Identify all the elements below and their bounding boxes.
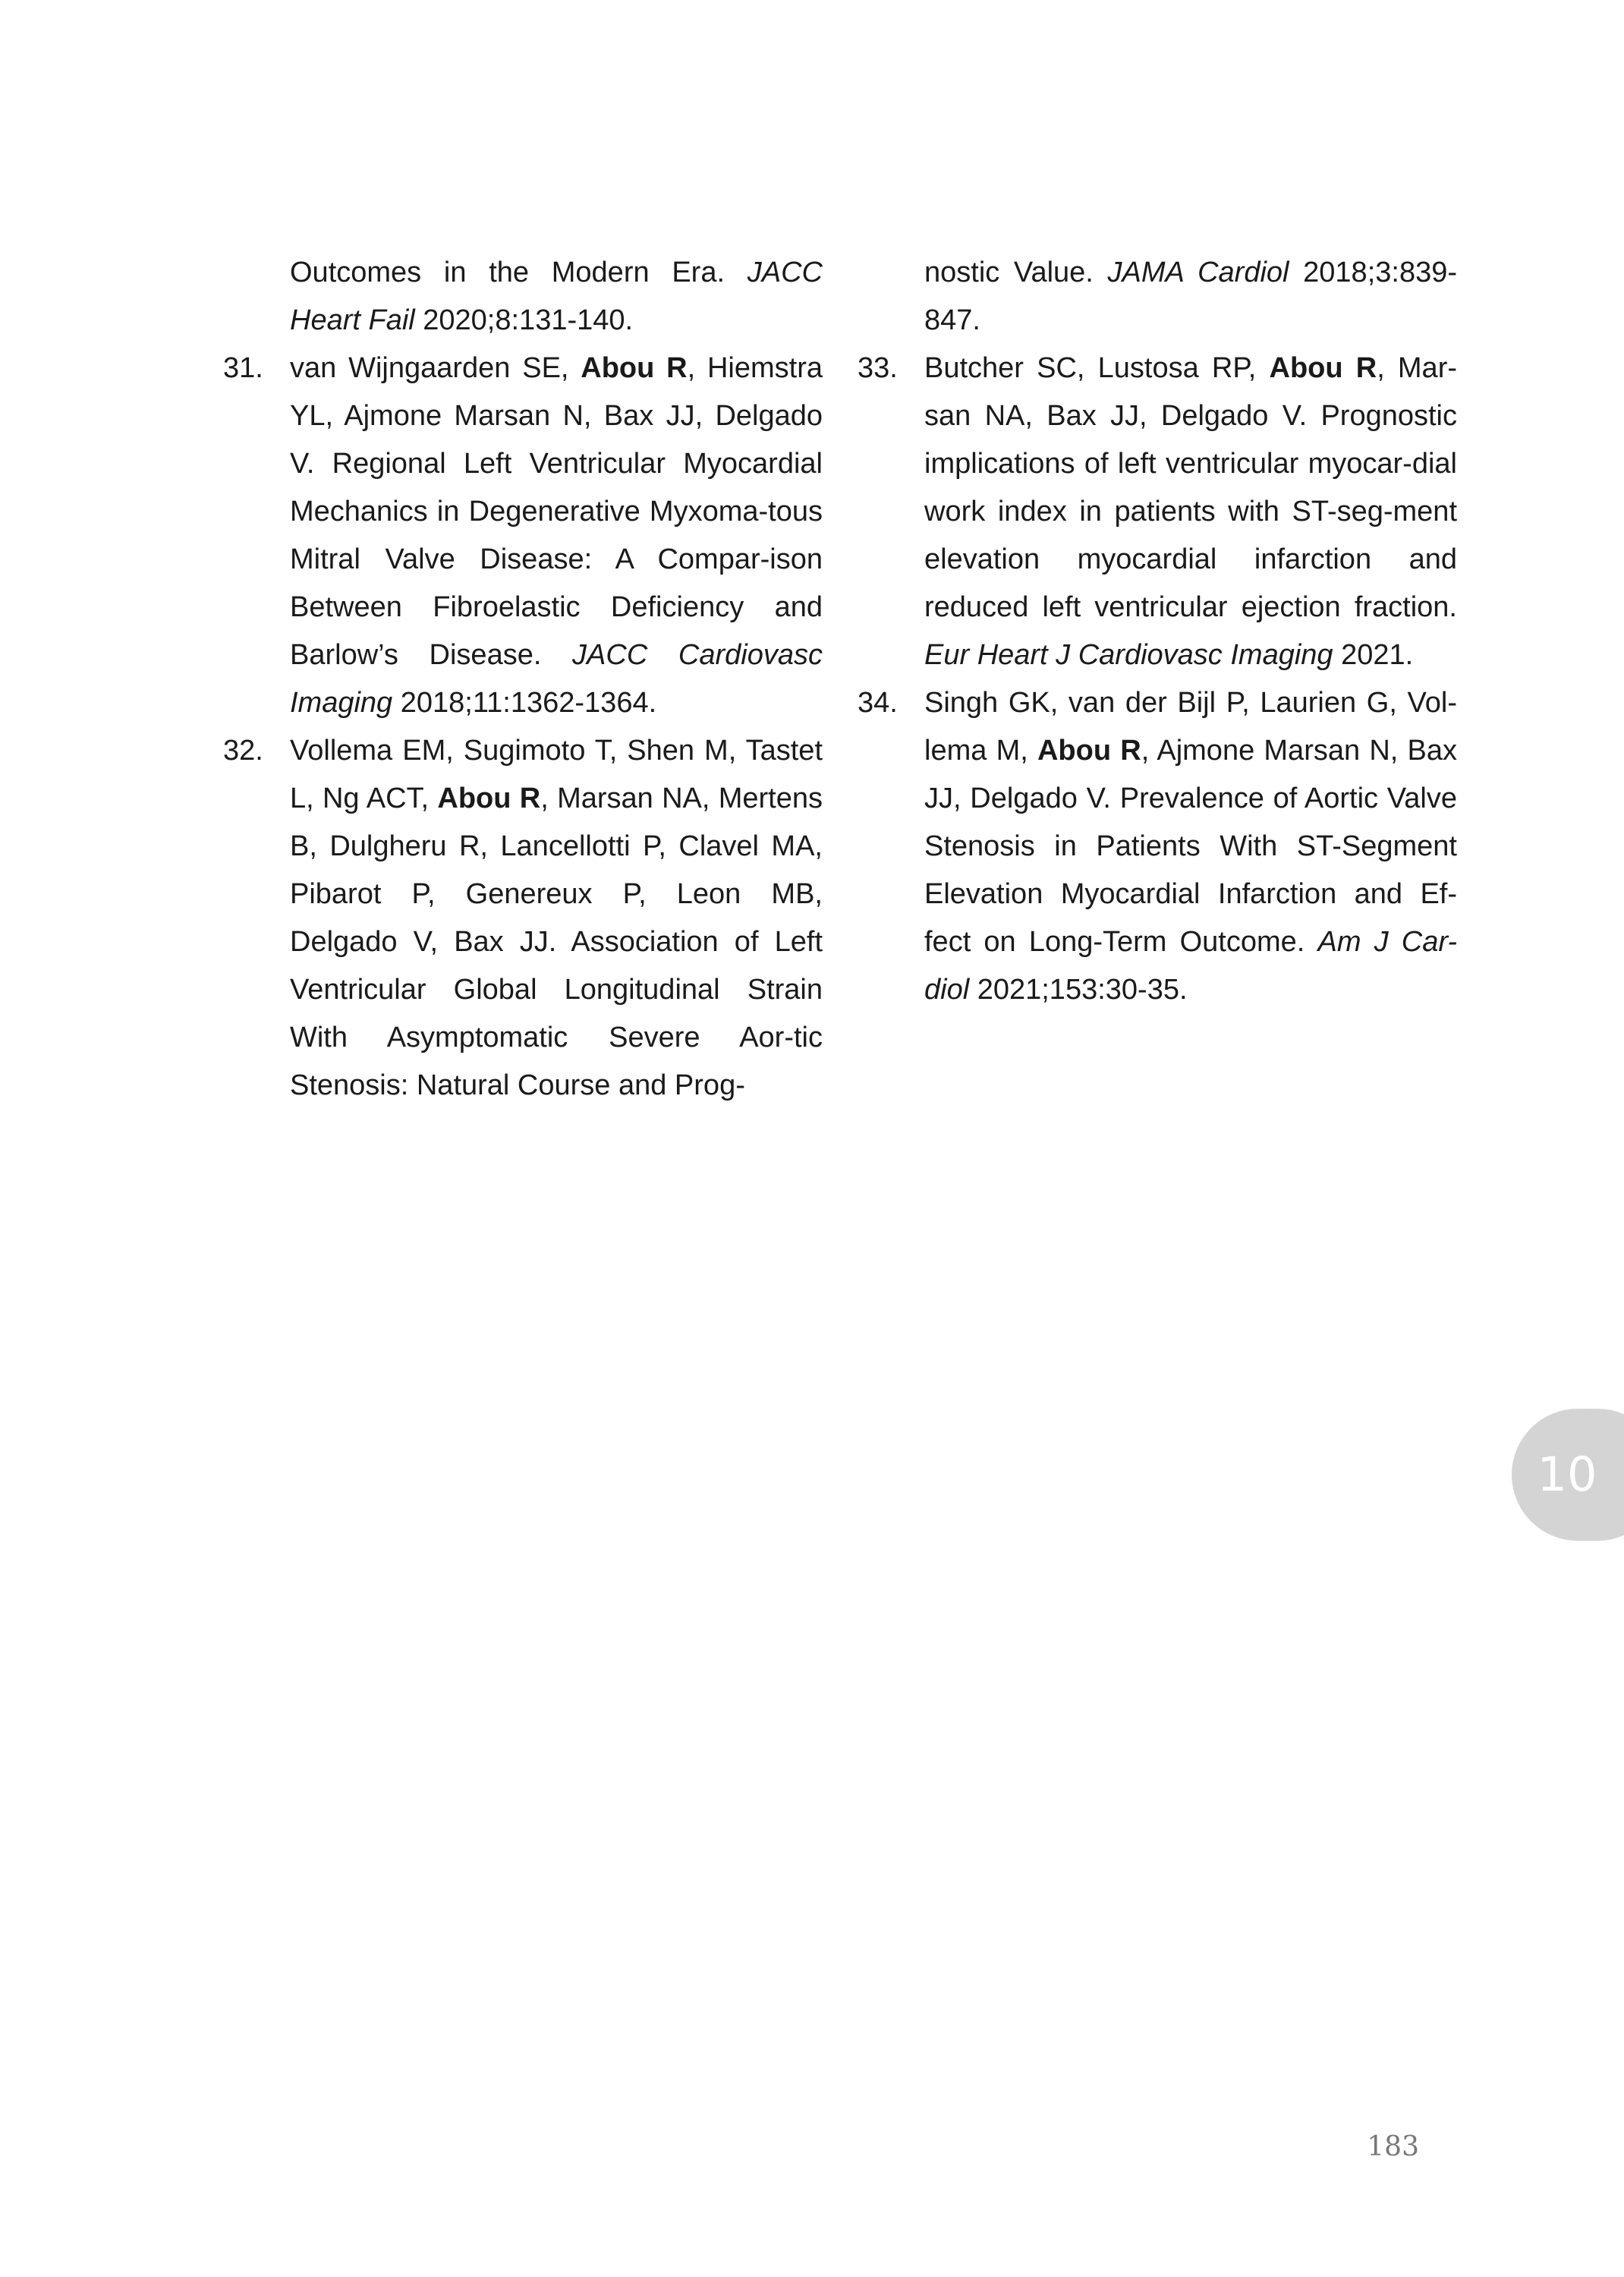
citation-details: 2021;153:30-35. bbox=[969, 974, 1188, 1006]
journal-name: Am J Car-diol bbox=[924, 926, 1457, 1006]
reference-31 bbox=[223, 345, 823, 727]
reference-34 bbox=[858, 679, 1457, 1014]
reference-number: 32. bbox=[223, 735, 263, 767]
right-column bbox=[858, 249, 1457, 1014]
journal-name: JAMA Cardiol bbox=[1107, 257, 1289, 288]
reference-text: , Ajmone Marsan N, Bax JJ, Delgado V. Prevalence of Aortic Valve Stenosis in Patients With ST-Segment Elevation Myocardial Infarction and Ef-fect on Long-Term Outcome. bbox=[924, 735, 1457, 958]
journal-name: JACC Cardiovasc Imaging bbox=[290, 639, 823, 719]
highlighted-author: Abou R bbox=[1037, 735, 1141, 767]
citation-details: 2021. bbox=[1333, 639, 1414, 671]
reference-text: , Mar-san NA, Bax JJ, Delgado V. Prognostic implications of left ventricular myocar-dial work index in patients with ST-seg-ment elevation myocardial infarction and reduced left ventricular ejection fraction. bbox=[924, 352, 1458, 623]
reference-authors: Singh GK, van der Bijl P, Laurien G, Vol-lema M, bbox=[924, 687, 1457, 767]
reference-text: Outcomes in the Modern Era. bbox=[290, 257, 747, 288]
citation-details: 2020;8:131-140. bbox=[414, 304, 634, 336]
journal-name: JACC Heart Fail bbox=[290, 257, 823, 336]
citation-details: 2018;11:1362-1364. bbox=[392, 687, 657, 719]
reference-continued-left bbox=[223, 249, 823, 345]
highlighted-author: Abou R bbox=[581, 352, 688, 384]
reference-authors: Vollema EM, Sugimoto T, Shen M, Tastet L, Ng ACT, bbox=[290, 735, 823, 814]
chapter-tab-number: 10 bbox=[1537, 1447, 1597, 1502]
reference-continued-right bbox=[858, 249, 1457, 345]
reference-number: 34. bbox=[858, 687, 898, 719]
highlighted-author: Abou R bbox=[1269, 352, 1377, 384]
journal-name: Eur Heart J Cardiovasc Imaging bbox=[924, 639, 1333, 671]
reference-32 bbox=[223, 727, 823, 1110]
highlighted-author: Abou R bbox=[437, 783, 541, 814]
reference-text: , Hiemstra YL, Ajmone Marsan N, Bax JJ, Delgado V. Regional Left Ventricular Myocardial Mechanics in Degenerative Myxoma-tous Mitral Valve Disease: A Compar-ison Between Fibroelastic Deficiency and Barlow’s Disease. bbox=[290, 352, 823, 671]
reference-number: 31. bbox=[223, 352, 263, 384]
reference-authors: van Wijngaarden SE, bbox=[290, 352, 581, 384]
reference-33 bbox=[858, 345, 1457, 679]
reference-authors: Butcher SC, Lustosa RP, bbox=[924, 352, 1270, 384]
left-column bbox=[223, 249, 823, 1110]
page-number: 183 bbox=[1367, 2131, 1419, 2162]
citation-details: 2018;3:839-847. bbox=[924, 257, 1457, 336]
reference-text: nostic Value. bbox=[924, 257, 1108, 288]
reference-number: 33. bbox=[858, 352, 898, 384]
reference-text: , Marsan NA, Mertens B, Dulgheru R, Lancellotti P, Clavel MA, Pibarot P, Genereux P, Leon MB, Delgado V, Bax JJ. Association of Left Ventricular Global Longitudinal Strain With Asymptomatic Severe Aor-tic Stenosis: Natural Course and Prog- bbox=[290, 783, 823, 1101]
